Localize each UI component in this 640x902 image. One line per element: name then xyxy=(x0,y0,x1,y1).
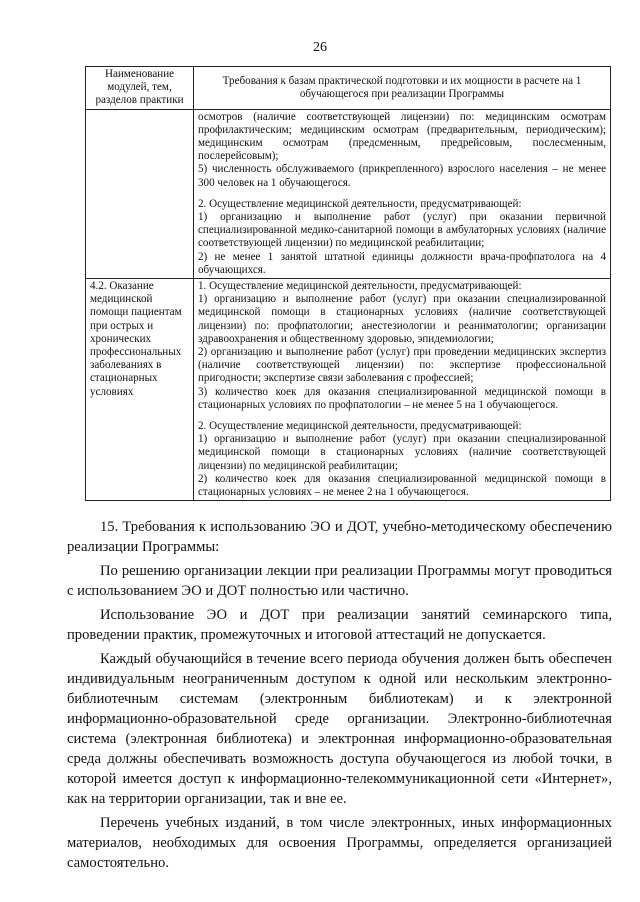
requirement-line: 2) не менее 1 занятой штатной единицы должности врача-профпатолога на 4 обучающихся. xyxy=(198,250,606,276)
requirement-line: 2) организацию и выполнение работ (услуг) при проведении медицинских экспертиз (наличие соответствующей лицензии) по: экспертизе профессиональной пригодности; экспертизе связи заболевания с профессией; xyxy=(198,346,606,385)
section-15 xyxy=(67,517,612,873)
header-modules: Наименование модулей, тем, разделов практики xyxy=(86,67,194,110)
section-heading: 15. Требования к использованию ЭО и ДОТ, учебно-методическому обеспечению реализации Программы: xyxy=(67,519,612,555)
requirement-line: 1) организацию и выполнение работ (услуг) при оказании специализированной медицинской помощи в стационарных условиях (наличие соответствующей лицензии) по: профпатологии; анестезиологии и реаниматологии; организации здравоохранения и общественному здоровью, эпидемиологии; xyxy=(198,293,606,345)
module-cell: 4.2. Оказание медицинской помощи пациентам при острых и хронических профессиональных заболеваниях в стационарных условиях xyxy=(86,279,194,501)
requirements-block xyxy=(198,420,606,499)
requirements-block xyxy=(198,111,606,190)
paragraph: По решению организации лекции при реализации Программы могут проводиться с использованием ЭО и ДОТ полностью или частично. xyxy=(67,563,612,599)
requirement-line: 1) организацию и выполнение работ (услуг) при оказании специализированной медицинской помощи в стационарных условиях (наличие соответствующей лицензии) по медицинской реабилитации; xyxy=(198,433,606,472)
requirements-block xyxy=(198,198,606,277)
requirement-line: 1. Осуществление медицинской деятельности, предусматривающей: xyxy=(198,280,522,293)
requirements-block xyxy=(198,280,606,412)
table-header-row xyxy=(86,67,611,110)
table-row xyxy=(86,279,611,501)
requirement-line: 2) количество коек для оказания специализированной медицинской помощи в стационарных условиях – не менее 2 на 1 обучающегося. xyxy=(198,472,606,499)
page-number: 26 xyxy=(313,40,327,55)
paragraph: Использование ЭО и ДОТ при реализации занятий семинарского типа, проведении практик, промежуточных и итоговой аттестаций не допускается. xyxy=(67,607,612,643)
requirements-cell xyxy=(194,109,611,278)
table-row xyxy=(86,109,611,278)
requirements-table xyxy=(85,66,611,501)
module-cell xyxy=(86,109,194,278)
paragraph: Перечень учебных изданий, в том числе электронных, иных информационных материалов, необходимых для освоения Программы, определяется организацией самостоятельно. xyxy=(67,815,612,871)
requirement-line: 3) количество коек для оказания специализированной медицинской помощи в стационарных условиях по профпатологии – не менее 5 на 1 обучающегося. xyxy=(198,385,606,411)
requirement-line: осмотров (наличие соответствующей лицензии) по: медицинским осмотрам профилактическим; медицинским осмотрам (предварительным, периодическим); медицинским осмотрам (предсменным, предрейсовым, послесменным, послерейсовым); xyxy=(198,110,606,163)
requirement-line: 5) численность обслуживаемого (прикрепленного) взрослого населения – не менее 300 человек на 1 обучающегося. xyxy=(198,163,606,189)
requirement-line: 2. Осуществление медицинской деятельности, предусматривающей: xyxy=(198,420,522,433)
paragraph: Каждый обучающийся в течение всего периода обучения должен быть обеспечен индивидуальным неограниченным доступом к одной или нескольким электронно-библиотечным системам (электронным библиотекам) и к электронной информационно-образовательной среде организации. Электронно-библиотечная система (электронная библиотека) и электронная информационно-образовательная среда должны обеспечивать возможность доступа обучающегося из любой точки, в которой имеется доступ к информационно-телекоммуникационной сети «Интернет», как на территории организации, так и вне ее. xyxy=(67,651,612,807)
requirement-line: 2. Осуществление медицинской деятельности, предусматривающей: xyxy=(198,197,522,210)
requirements-cell xyxy=(194,279,611,501)
header-requirements: Требования к базам практической подготовки и их мощности в расчете на 1 обучающегося при реализации Программы xyxy=(194,67,611,110)
requirement-line: 1) организацию и выполнение работ (услуг) при оказании первичной специализированной медико-санитарной помощи в амбулаторных условиях (наличие соответствующей лицензии) по медицинской реабилитации; xyxy=(198,211,606,250)
